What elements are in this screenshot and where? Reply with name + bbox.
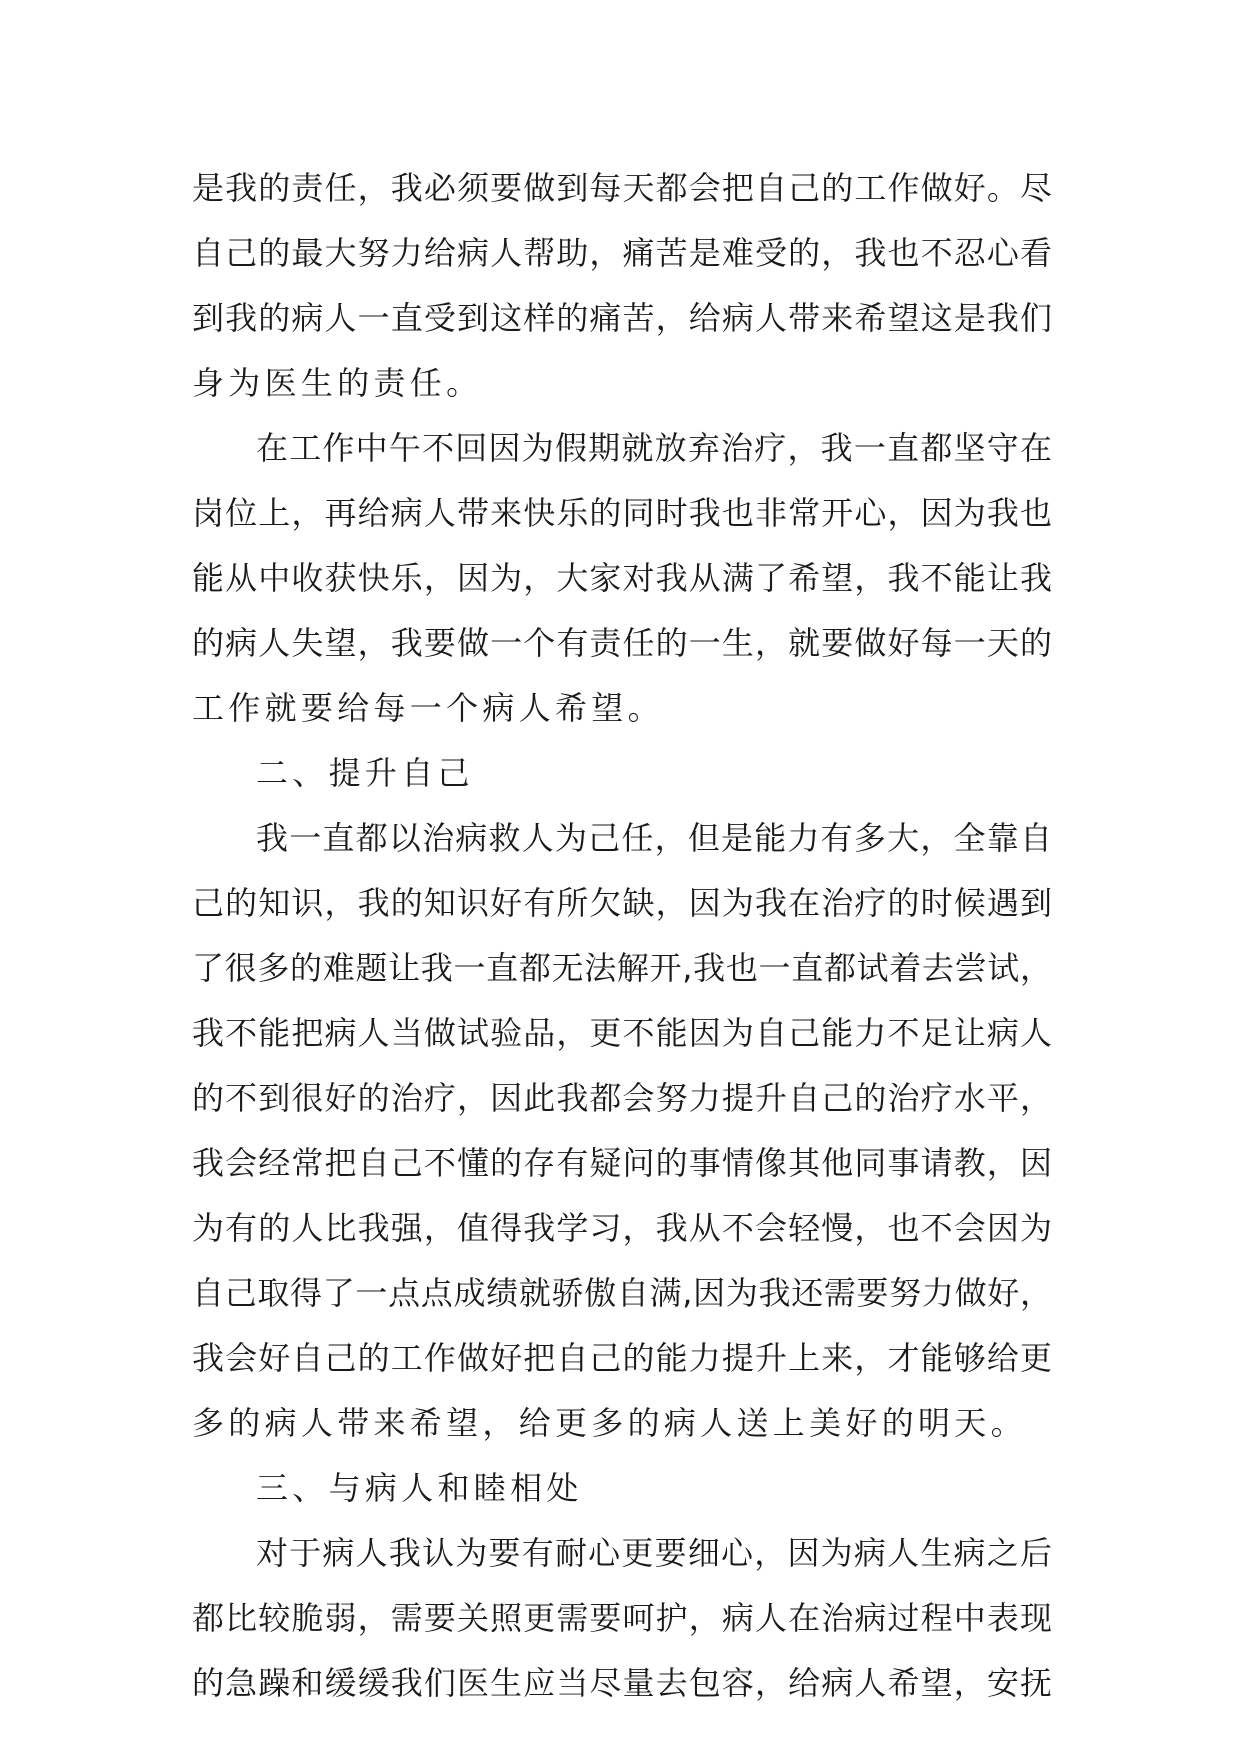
- text-line: 为有的人比我强，值得我学习，我从不会轻慢，也不会因为: [192, 1209, 1052, 1247]
- text-line: 的急躁和缓缓我们医生应当尽量去包容，给病人希望，安抚: [192, 1664, 1052, 1702]
- text-line: 我不能把病人当做试验品，更不能因为自己能力不足让病人: [192, 1014, 1052, 1052]
- section-heading: 三、与病人和睦相处: [256, 1469, 583, 1507]
- text-line: 自己取得了一点点成绩就骄傲自满,因为我还需要努力做好，: [192, 1274, 1052, 1312]
- text-line: 自己的最大努力给病人帮助，痛苦是难受的，我也不忍心看: [192, 234, 1052, 272]
- text-line: 岗位上，再给病人带来快乐的同时我也非常开心，因为我也: [192, 494, 1052, 532]
- text-line: 能从中收获快乐，因为，大家对我从满了希望，我不能让我: [192, 559, 1052, 597]
- paragraph-first-line: 在工作中午不回因为假期就放弃治疗，我一直都坚守在: [256, 429, 1052, 467]
- section-heading: 二、提升自己: [256, 754, 474, 792]
- text-line: 到我的病人一直受到这样的痛苦，给病人带来希望这是我们: [192, 299, 1052, 337]
- document-body: [192, 156, 1052, 1716]
- text-line: 是我的责任，我必须要做到每天都会把自己的工作做好。尽: [192, 169, 1052, 207]
- paragraph-first-line: 我一直都以治病救人为己任，但是能力有多大，全靠自: [256, 819, 1052, 857]
- text-line: 我会经常把自己不懂的存有疑问的事情像其他同事请教，因: [192, 1144, 1052, 1182]
- text-line: 多的病人带来希望，给更多的病人送上美好的明天。: [192, 1404, 1027, 1442]
- text-line: 己的知识，我的知识好有所欠缺，因为我在治疗的时候遇到: [192, 884, 1052, 922]
- text-line: 了很多的难题让我一直都无法解开,我也一直都试着去尝试，: [192, 949, 1052, 987]
- text-line: 的病人失望，我要做一个有责任的一生，就要做好每一天的: [192, 624, 1052, 662]
- paragraph-first-line: 对于病人我认为要有耐心更要细心，因为病人生病之后: [256, 1534, 1052, 1572]
- text-line: 的不到很好的治疗，因此我都会努力提升自己的治疗水平，: [192, 1079, 1052, 1117]
- text-line: 我会好自己的工作做好把自己的能力提升上来，才能够给更: [192, 1339, 1052, 1377]
- text-line: 工作就要给每一个病人希望。: [192, 689, 664, 727]
- text-line: 都比较脆弱，需要关照更需要呵护，病人在治病过程中表现: [192, 1599, 1052, 1637]
- text-line: 身为医生的责任。: [192, 364, 483, 402]
